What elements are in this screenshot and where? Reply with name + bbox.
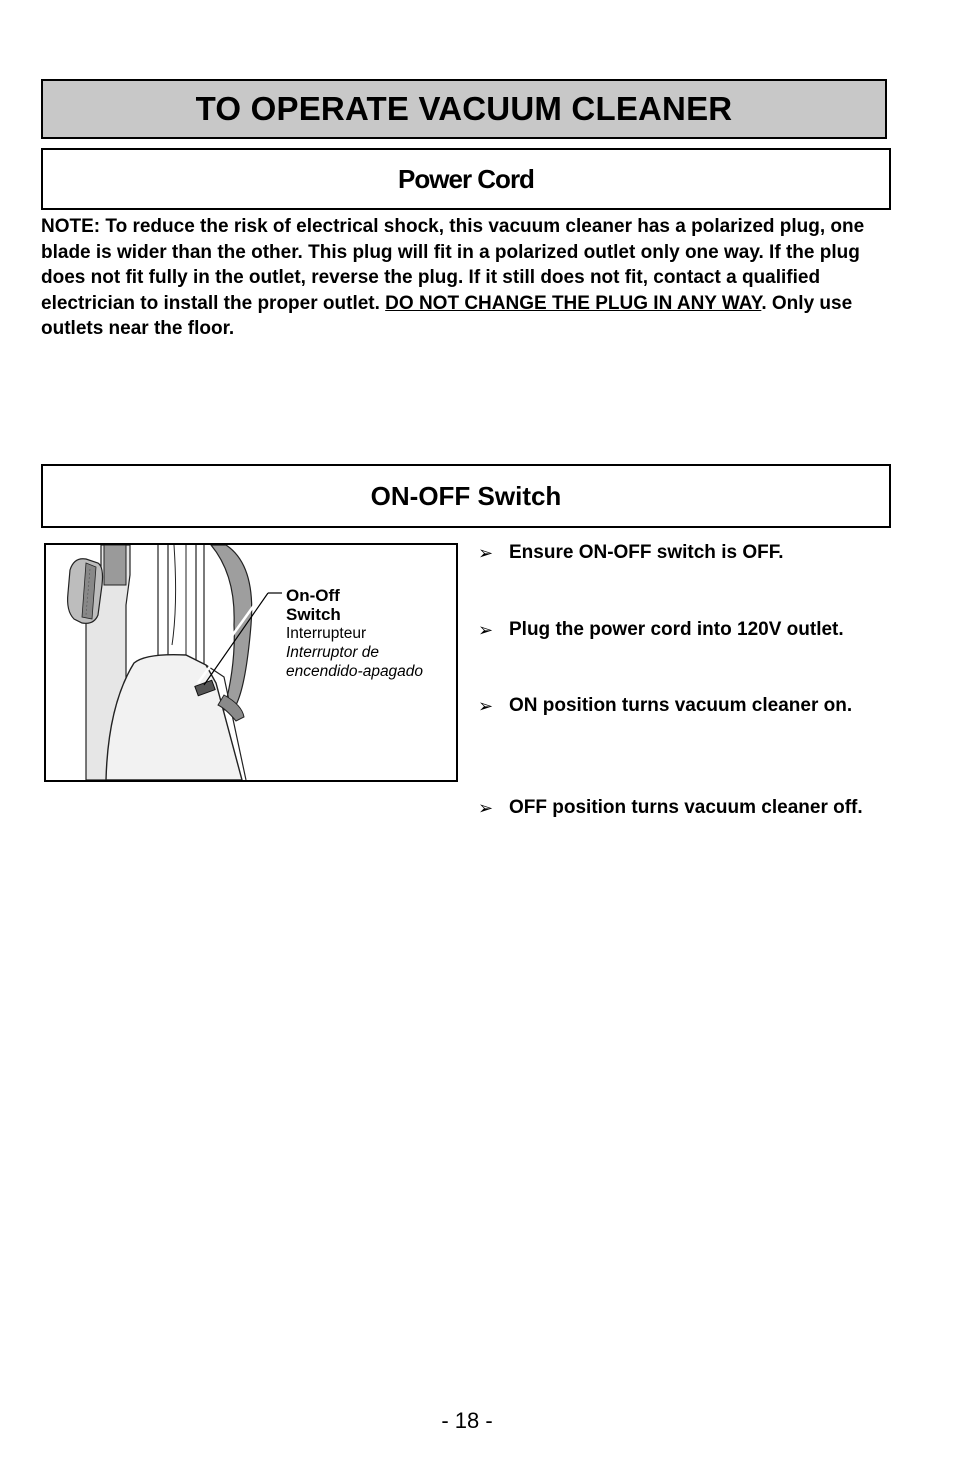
list-item bbox=[478, 540, 898, 566]
list-item bbox=[478, 795, 878, 821]
page-title: TO OPERATE VACUUM CLEANER bbox=[195, 90, 733, 127]
on-off-section-header bbox=[41, 464, 891, 528]
page-title-banner bbox=[41, 79, 887, 139]
callout-french: Interrupteur bbox=[286, 625, 367, 642]
callout-switch: Switch bbox=[286, 605, 341, 624]
arrow-bullet-icon: ➢ bbox=[478, 620, 494, 640]
list-item bbox=[478, 693, 878, 719]
on-off-heading: ON-OFF Switch bbox=[370, 480, 562, 511]
arrow-bullet-icon: ➢ bbox=[478, 696, 494, 716]
power-cord-section-header bbox=[41, 148, 891, 210]
callout-spanish: Interruptor de encendido-apagado bbox=[286, 644, 424, 680]
list-item bbox=[478, 617, 898, 643]
power-cord-note bbox=[41, 214, 893, 342]
bullet-text: OFF position turns vacuum cleaner off. bbox=[509, 797, 863, 818]
note-warning-underlined: DO NOT CHANGE THE PLUG IN ANY WAY bbox=[385, 292, 762, 314]
bullet-text: Plug the power cord into 120V outlet. bbox=[509, 619, 844, 640]
note-tail: . Only use outlets near the floor. bbox=[41, 292, 853, 339]
arrow-bullet-icon: ➢ bbox=[478, 543, 494, 563]
power-cord-heading: Power Cord bbox=[398, 163, 534, 194]
page-number: - 18 - bbox=[441, 1408, 493, 1433]
arrow-bullet-icon: ➢ bbox=[478, 798, 494, 818]
switch-callout-label bbox=[286, 586, 456, 681]
callout-on-off: On-Off bbox=[286, 586, 340, 605]
bullet-text: Ensure ON-OFF switch is OFF. bbox=[509, 542, 784, 563]
on-off-switch-illustration bbox=[44, 543, 458, 782]
bullet-text: ON position turns vacuum cleaner on. bbox=[509, 695, 853, 716]
note-text: NOTE: To reduce the risk of electrical shock, this vacuum cleaner has a polarized plug, one blade is wider than the other. This plug will fit in a polarized outlet only one way. If the plug does not fit fully in the outlet, reverse the plug. If it still does not fit, contact a qualified electrician to install the proper outlet. bbox=[41, 216, 865, 314]
